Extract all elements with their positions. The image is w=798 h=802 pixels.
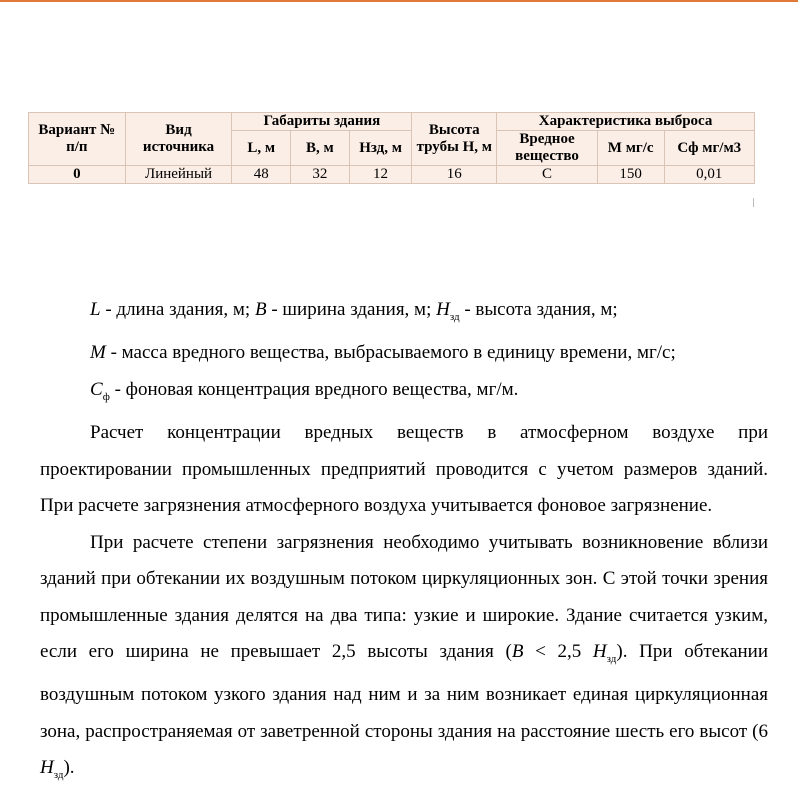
- header-B: В, м: [291, 131, 350, 166]
- parameters-table: [28, 112, 755, 184]
- cell-H: 16: [412, 166, 497, 184]
- header-substance: Вредное вещество: [497, 131, 598, 166]
- header-L: L, м: [232, 131, 291, 166]
- cell-source: Линейный: [125, 166, 232, 184]
- top-accent-line: [0, 0, 798, 2]
- cell-Cf: 0,01: [664, 166, 755, 184]
- table-row: [29, 166, 755, 184]
- header-source: Вид источника: [125, 113, 232, 166]
- cell-M: 150: [597, 166, 664, 184]
- document-body: [40, 292, 768, 794]
- cell-variant: 0: [29, 166, 126, 184]
- legend-line-background: $С_ф$ - фоновая концентрация вредного вещества, мг/м.: [90, 378, 519, 403]
- cell-Hzd: 12: [349, 166, 412, 184]
- cell-substance: С: [497, 166, 598, 184]
- header-Cf: Сф мг/м3: [664, 131, 755, 166]
- legend-line-building: L - длина здания, м; B - ширина здания, м; $H_{зд}$ - высота здания, м;: [90, 299, 618, 323]
- header-M: М мг/с: [597, 131, 664, 166]
- header-pipe-height: Высота трубы Н, м: [412, 113, 497, 166]
- paragraph-calculation: Расчет концентрации вредных веществ в атмосферном воздухе при проектировании промышленных предприятий проводится с учетом размеров зданий. При расчете загрязнения атмосферного воздуха учитывается фоновое загрязнение.: [40, 422, 768, 517]
- header-Hzd: Нзд, м: [349, 131, 412, 166]
- table-edge-mark: [753, 198, 754, 207]
- header-building-dims: Габариты здания: [232, 113, 412, 131]
- paragraph-circulation-zones: При расчете степени загрязнения необходимо учитывать возникновение вблизи зданий при обтекании их воздушным потоком циркуляционных зон. С этой точки зрения промышленные здания делятся на два типа: узкие и широкие. Здание считается узким, если его ширина не превышает 2,5 высоты здания (В < 2,5 $Н_{зд}$). При обтекании воздушным потоком узкого здания над ним и за ним возникает единая циркуляционная зона, распространяемая от заветренной стороны здания на расстояние шесть его высот (6 $Н_{зд}$).: [40, 531, 768, 782]
- header-variant: Вариант № п/п: [29, 113, 126, 166]
- cell-L: 48: [232, 166, 291, 184]
- legend-line-mass: M - масса вредного вещества, выбрасываемого в единицу времени, мг/с;: [90, 342, 676, 364]
- header-emission: Характеристика выброса: [497, 113, 755, 131]
- cell-B: 32: [291, 166, 350, 184]
